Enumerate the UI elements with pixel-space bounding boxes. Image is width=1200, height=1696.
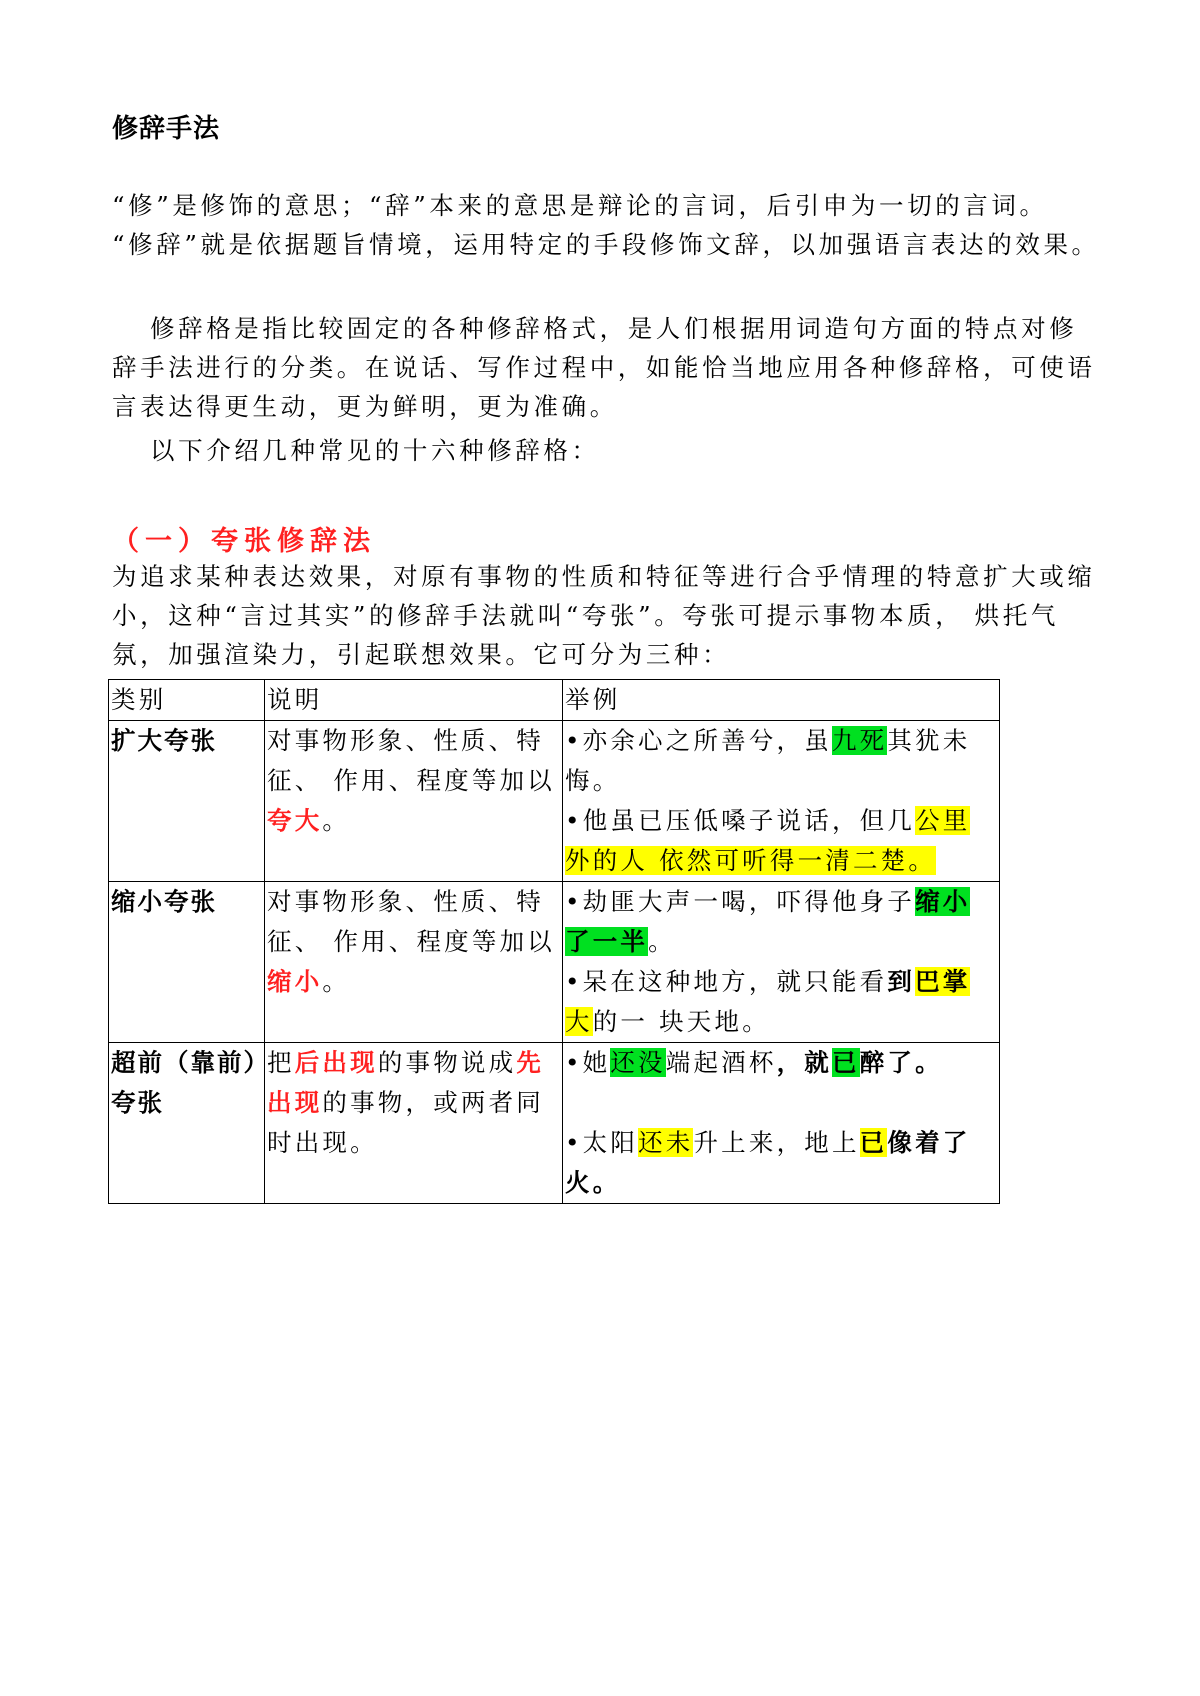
desc-text: 。 (322, 806, 351, 835)
row-description (265, 721, 563, 882)
example-text: •太阳 (565, 1128, 639, 1157)
example-bold: 到 (887, 967, 916, 996)
example-text: •劫匪大声一喝，吓得他身子 (565, 887, 916, 916)
example-highlight: 公里 (915, 806, 971, 835)
desc-emphasis: 缩小 (267, 967, 323, 996)
example-highlight: 巴掌 (915, 967, 971, 996)
example-bold: ，就 (776, 1048, 832, 1077)
row-description (265, 882, 563, 1043)
example-indent (970, 806, 1008, 835)
page-title: 修辞手法 (112, 114, 221, 144)
row-category: 超前（靠前）夸张 (109, 1043, 265, 1204)
example-highlight: 已 (859, 1128, 888, 1157)
intro-paragraph-2: 修辞格是指比较固定的各种修辞格式，是人们根据用词造句方面的特点对修辞手法进行的分类。在说话、写作过程中，如能恰当地应用各种修辞格，可使语言表达得更生动，更为鲜明，更为准确。 (112, 314, 1096, 421)
row-description (265, 1043, 563, 1204)
desc-emphasis: 先出现 (267, 1048, 545, 1117)
example-text: •她 (565, 1048, 611, 1077)
intro-paragraph-3: 以下介绍几种常见的十六种修辞格： (150, 436, 600, 465)
desc-text: 对事物形象、性质、特征、 作用、程度等加以 (267, 887, 555, 956)
example-item (565, 962, 997, 1042)
row-examples (563, 1043, 1000, 1204)
desc-text: 把 (267, 1048, 295, 1077)
table-row (109, 882, 1000, 1043)
example-highlight: 九死 (831, 726, 888, 755)
example-item (565, 1123, 997, 1203)
desc-text: 对事物形象、性质、特征、 作用、程度等加以 (267, 726, 555, 795)
desc-text: 。 (322, 967, 351, 996)
row-category: 扩大夸张 (109, 721, 265, 882)
example-highlight: 外的人 依然可听得一清二楚。 (565, 846, 937, 875)
example-text: 的一 块天地。 (592, 1007, 770, 1036)
example-text: •呆在这种地方，就只能看 (565, 967, 888, 996)
example-highlight: 了一半 (565, 927, 649, 956)
example-highlight: 还未 (638, 1128, 694, 1157)
example-highlight: 大 (565, 1007, 593, 1036)
row-examples (563, 882, 1000, 1043)
example-bold: 醉了。 (859, 1048, 943, 1077)
example-item (565, 882, 997, 962)
section-description: 为追求某种表达效果，对原有事物的性质和特征等进行合乎情理的特意扩大或缩小，这种“言过其实”的修辞手法就叫“夸张”。夸张可提示事物本质， 烘托气氛，加强渲染力，引起联想效果。它可分为三种： (112, 562, 1096, 669)
hyperbole-table (108, 679, 1000, 1204)
header-category: 类别 (109, 680, 265, 721)
example-highlight: 还没 (610, 1048, 666, 1077)
example-text: 其犹未悔。 (565, 726, 971, 795)
desc-text: 的事物说成 (377, 1048, 517, 1077)
desc-text: 的事物，或两者同时出现。 (267, 1088, 545, 1157)
section-heading: （一）夸张修辞法 (112, 526, 376, 557)
table-row (109, 1043, 1000, 1204)
header-description: 说明 (265, 680, 563, 721)
example-item (565, 801, 997, 881)
example-highlight: 缩小 (915, 887, 971, 916)
intro-paragraph-1: “修”是修饰的意思；“辞”本来的意思是辩论的言词，后引申为一切的言词。 “修辞”就是依据题旨情境，运用特定的手段修饰文辞，以加强语言表达的效果。 (112, 191, 1100, 259)
example-item (565, 721, 997, 801)
row-category: 缩小夸张 (109, 882, 265, 1043)
example-gap (565, 1083, 997, 1123)
table-header-row (109, 680, 1000, 721)
desc-emphasis: 夸大 (267, 806, 323, 835)
example-text: 。 (648, 927, 676, 956)
table-row (109, 721, 1000, 882)
desc-emphasis: 后出现 (294, 1048, 378, 1077)
header-example: 举例 (563, 680, 1000, 721)
example-text: 端起酒杯 (665, 1048, 777, 1077)
row-examples (563, 721, 1000, 882)
example-bold: 像着了火。 (565, 1128, 971, 1197)
example-text: 升上来，地上 (693, 1128, 860, 1157)
example-highlight: 已 (831, 1048, 860, 1077)
example-item (565, 1043, 997, 1083)
example-text: •亦余心之所善兮，虽 (565, 726, 832, 755)
example-text: •他虽已压低嗓子说话，但几 (565, 806, 916, 835)
